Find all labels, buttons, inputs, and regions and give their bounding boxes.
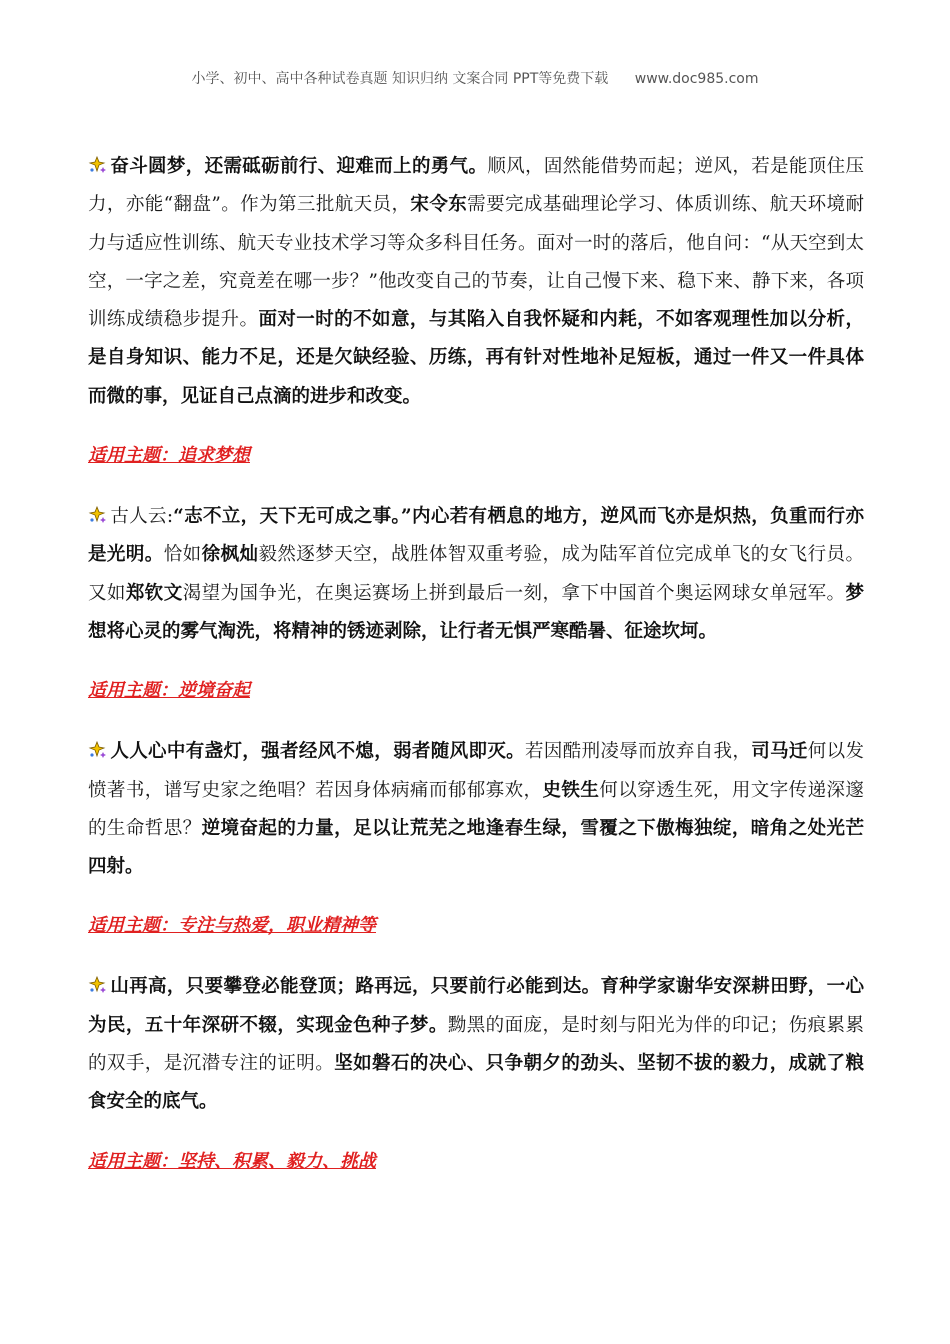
- theme-label: 适用主题：逆境奋起: [88, 680, 250, 702]
- body-text: 古人云:: [110, 506, 174, 528]
- paragraph-4: [88, 968, 864, 1121]
- bold-text: 山再高，只要攀登必能登顶；路再远，只要前行必能到达。育种学家谢华安深耕田野，一心为民，五十年深研不辍，实现金色种子梦。: [88, 976, 864, 1036]
- person-name: 史铁生: [542, 779, 600, 801]
- bold-text: 坚如磐石的决心、只争朝夕的劲头、坚韧不拔的毅力，成就了粮食安全的底气。: [88, 1053, 864, 1113]
- body-text: 恰如: [163, 544, 202, 566]
- paragraph-3: [88, 733, 864, 886]
- bold-text: 面对一时的不如意，与其陷入自我怀疑和内耗，不如客观理性加以分析，是自身知识、能力不足，还是欠缺经验、历练，再有针对性地补足短板，通过一件又一件具体而微的事，见证自己点滴的进步和改变。: [88, 309, 864, 407]
- bold-text: 逆境奋起的力量，足以让荒芜之地逢春生绿，雪覆之下傲梅独绽，暗角之处光芒四射。: [88, 817, 864, 878]
- person-name: 徐枫灿: [201, 544, 259, 566]
- body-text: 毅然逐梦天空，战胜体智双重考验，成为陆军首位完成单飞的女飞行员。又如: [88, 544, 864, 604]
- bold-text: “志不立，天下无可成之事。”内心若有栖息的地方，逆风而飞亦是炽热，负重而行亦是光明。: [88, 506, 864, 566]
- body-text: 渴望为国争光，在奥运赛场上拼到最后一刻，拿下中国首个奥运网球女单冠军。: [182, 582, 846, 604]
- body-text: 若因酷刑凌辱而放弃自我，: [525, 741, 752, 763]
- body-text: 何以穿透生死，用文字传递深邃的生命哲思？: [88, 779, 864, 839]
- body-text: 顺风，固然能借势而起；逆风，若是能顶住压力，亦能“翻盘”。作为第三批航天员，: [88, 156, 864, 216]
- sparkle-icon: [88, 505, 108, 525]
- paragraph-1: [88, 148, 864, 416]
- header-url[interactable]: www.doc985.com: [634, 71, 759, 87]
- body-text: 需要完成基础理论学习、体质训练、航天环境耐力与适应性训练、航天专业技术学习等众多科目任务。面对一时的落后，他自问：“从天空到太空，一字之差，究竟差在哪一步？”他改变自己的节奏，让自己慢下来、稳下来、静下来，各项训练成绩稳步提升。: [88, 194, 864, 331]
- bold-text: 奋斗圆梦，还需砥砺前行、迎难而上的勇气。: [110, 156, 488, 177]
- theme-label: 适用主题：专注与热爱，职业精神等: [88, 915, 376, 937]
- sparkle-icon: [88, 740, 108, 760]
- content: [88, 148, 864, 1204]
- bold-text: 梦想将心灵的雾气淘洗，将精神的锈迹剥除，让行者无惧严寒酷暑、征途坎坷。: [88, 582, 864, 642]
- sparkle-icon: [88, 975, 108, 995]
- person-name: 宋令东: [410, 194, 468, 216]
- person-name: 郑钦文: [125, 582, 183, 604]
- paragraph-2: [88, 498, 864, 651]
- body-text: 黝黑的面庞，是时刻与阳光为伴的印记；伤痕累累的双手，是沉潜专注的证明。: [88, 1014, 864, 1075]
- body-text: 何以发愤著书，谱写史家之绝唱？若因身体病痛而郁郁寡欢，: [88, 741, 864, 801]
- page-header: [0, 68, 950, 88]
- theme-label: 适用主题：追求梦想: [88, 445, 250, 467]
- theme-label: 适用主题：坚持、积累、毅力、挑战: [88, 1150, 376, 1172]
- header-text: 小学、初中、高中各种试卷真题 知识归纳 文案合同 PPT等免费下载: [191, 71, 609, 87]
- sparkle-icon: [88, 155, 108, 175]
- bold-text: 人人心中有盏灯，强者经风不熄，弱者随风即灭。: [110, 741, 526, 763]
- person-name: 司马迁: [751, 741, 808, 763]
